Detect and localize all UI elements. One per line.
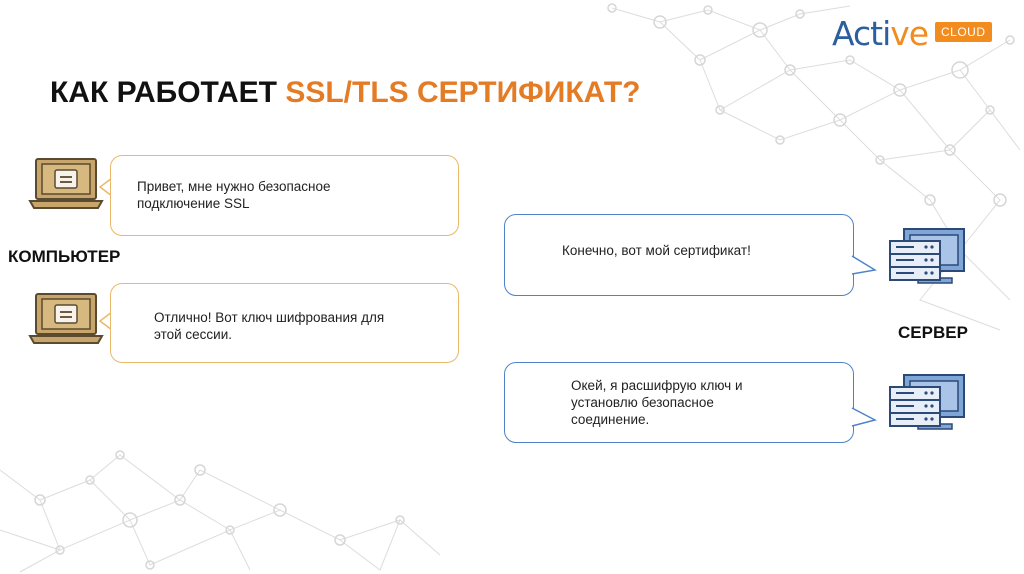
bubble-tail xyxy=(851,254,877,278)
message-bubble xyxy=(110,155,459,236)
message-line: Окей, я расшифрую ключ и xyxy=(571,378,743,393)
message-bubble xyxy=(110,283,459,363)
message-line: Привет, мне нужно безопасное xyxy=(137,179,331,194)
message-bubble xyxy=(504,362,854,443)
page-title: КАК РАБОТАЕТ SSL/TLS СЕРТИФИКАТ? xyxy=(50,76,641,109)
message-bubble xyxy=(504,214,854,296)
message-line: соединение. xyxy=(571,412,650,427)
server-icon xyxy=(888,227,966,285)
server-icon xyxy=(888,373,966,431)
brand-logo: Active CLOUD xyxy=(832,18,1004,52)
computer-label: КОМПЬЮТЕР xyxy=(8,247,121,266)
laptop-icon xyxy=(28,157,104,211)
message-line: этой сессии. xyxy=(154,327,233,342)
laptop-icon xyxy=(28,292,104,346)
server-label: СЕРВЕР xyxy=(898,323,968,342)
message-line: установлю безопасное xyxy=(571,395,714,410)
logo-badge: CLOUD xyxy=(935,22,992,42)
message-line: подключение SSL xyxy=(137,196,250,211)
message-line: Отлично! Вот ключ шифрования для xyxy=(154,310,385,325)
bubble-tail xyxy=(851,406,877,430)
message-line: Конечно, вот мой сертификат! xyxy=(562,243,751,258)
